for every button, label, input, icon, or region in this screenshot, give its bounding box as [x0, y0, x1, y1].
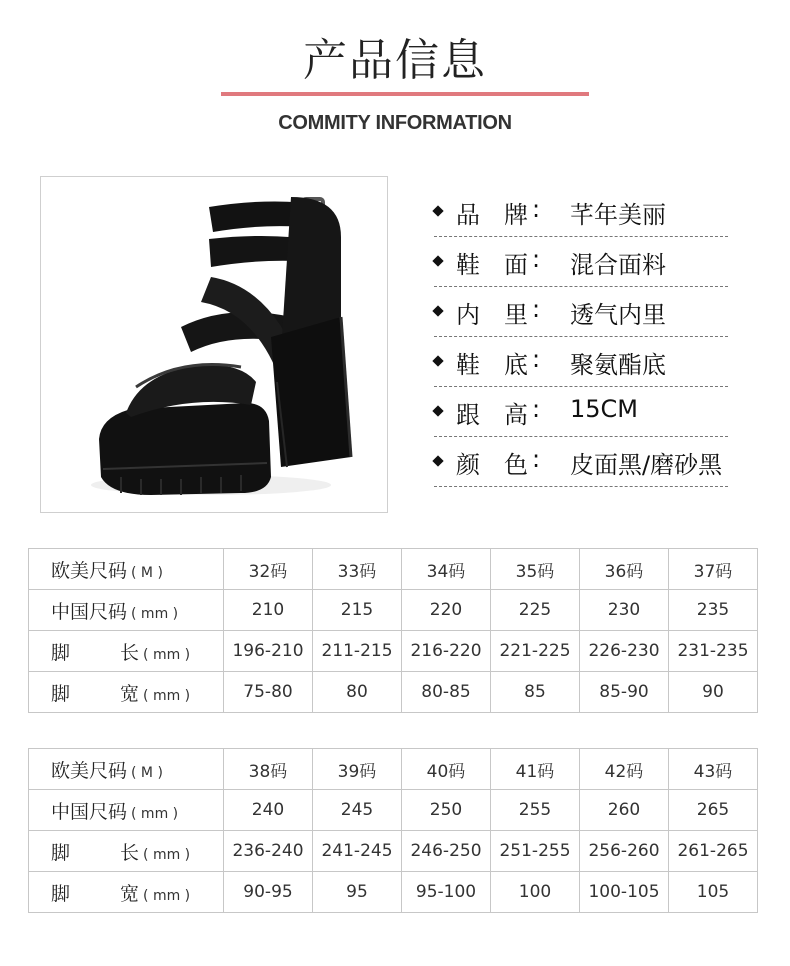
- spec-colon: :: [532, 295, 541, 323]
- cell-cn: 245: [313, 790, 402, 831]
- row-label-eu-size: [29, 549, 224, 590]
- page-subtitle: COMMITY INFORMATION: [278, 112, 512, 134]
- spec-key-char2: 牌: [504, 201, 528, 229]
- label-text: 中国尺码: [51, 800, 128, 823]
- label-unit: ( mm ): [143, 846, 191, 863]
- label-unit: ( mm ): [143, 887, 191, 904]
- spec-row-heel-height: [434, 387, 728, 437]
- cell-width: 100: [491, 872, 580, 913]
- table-row-cn-size: [29, 590, 758, 631]
- size-table-1: [28, 548, 758, 713]
- row-label-foot-length: [29, 631, 224, 672]
- table-row-cn-size: [29, 790, 758, 831]
- cell-eu: 41码: [491, 749, 580, 790]
- spec-key-char1: 鞋: [456, 251, 480, 279]
- spec-key-char2: 高: [504, 401, 528, 429]
- spec-key-char1: 鞋: [456, 351, 480, 379]
- label-text: 脚: [51, 641, 71, 664]
- diamond-bullet-icon: [432, 205, 443, 216]
- cell-length: 246-250: [402, 831, 491, 872]
- row-label-foot-length: [29, 831, 224, 872]
- table-row-foot-length: [29, 631, 758, 672]
- table-row-foot-length: [29, 831, 758, 872]
- cell-width: 85: [491, 672, 580, 713]
- cell-width: 95-100: [402, 872, 491, 913]
- spec-key-char1: 品: [456, 201, 480, 229]
- cell-width: 75-80: [224, 672, 313, 713]
- row-label-foot-width: [29, 872, 224, 913]
- label-text: 宽: [120, 882, 140, 905]
- spec-colon: :: [532, 195, 541, 223]
- label-unit: ( mm ): [131, 805, 179, 822]
- cell-length: 256-260: [580, 831, 669, 872]
- spec-value: 15CM: [570, 395, 639, 423]
- cell-cn: 225: [491, 590, 580, 631]
- size-table-2: [28, 748, 758, 913]
- cell-width: 90-95: [224, 872, 313, 913]
- row-label-foot-width: [29, 672, 224, 713]
- label-text: 欧美尺码: [51, 759, 128, 782]
- label-text: 中国尺码: [51, 600, 128, 623]
- spec-key-char2: 底: [504, 351, 528, 379]
- label-text: 宽: [120, 682, 140, 705]
- page-title: 产品信息: [303, 35, 487, 86]
- cell-eu: 39码: [313, 749, 402, 790]
- label-unit: ( M ): [131, 564, 163, 581]
- cell-cn: 235: [669, 590, 758, 631]
- row-label-eu-size: [29, 749, 224, 790]
- row-label-cn-size: [29, 590, 224, 631]
- cell-eu: 32码: [224, 549, 313, 590]
- cell-length: 216-220: [402, 631, 491, 672]
- cell-length: 261-265: [669, 831, 758, 872]
- spec-value: 芊年美丽: [570, 201, 666, 229]
- title-divider: [221, 92, 589, 96]
- cell-cn: 260: [580, 790, 669, 831]
- cell-eu: 34码: [402, 549, 491, 590]
- cell-cn: 240: [224, 790, 313, 831]
- cell-width: 100-105: [580, 872, 669, 913]
- cell-eu: 40码: [402, 749, 491, 790]
- cell-width: 85-90: [580, 672, 669, 713]
- cell-length: 221-225: [491, 631, 580, 672]
- row-label-cn-size: [29, 790, 224, 831]
- spec-colon: :: [532, 445, 541, 473]
- cell-eu: 42码: [580, 749, 669, 790]
- cell-length: 231-235: [669, 631, 758, 672]
- cell-eu: 43码: [669, 749, 758, 790]
- cell-eu: 35码: [491, 549, 580, 590]
- label-text: 欧美尺码: [51, 559, 128, 582]
- diamond-bullet-icon: [432, 255, 443, 266]
- spec-row-lining: [434, 287, 728, 337]
- cell-width: 80-85: [402, 672, 491, 713]
- cell-length: 236-240: [224, 831, 313, 872]
- sandal-illustration: [41, 177, 387, 512]
- spec-colon: :: [532, 245, 541, 273]
- spec-value: 聚氨酯底: [570, 351, 666, 379]
- cell-cn: 210: [224, 590, 313, 631]
- label-text: 长: [120, 641, 140, 664]
- spec-row-color: [434, 437, 728, 487]
- diamond-bullet-icon: [432, 305, 443, 316]
- spec-value: 混合面料: [570, 251, 666, 279]
- cell-cn: 215: [313, 590, 402, 631]
- cell-eu: 36码: [580, 549, 669, 590]
- diamond-bullet-icon: [432, 455, 443, 466]
- spec-key-char1: 内: [456, 301, 480, 329]
- table-row-foot-width: [29, 672, 758, 713]
- spec-key-char1: 颜: [456, 451, 480, 479]
- cell-length: 211-215: [313, 631, 402, 672]
- spec-row-brand: [434, 187, 728, 237]
- cell-cn: 265: [669, 790, 758, 831]
- cell-eu: 38码: [224, 749, 313, 790]
- spec-colon: :: [532, 395, 541, 423]
- cell-width: 105: [669, 872, 758, 913]
- cell-eu: 33码: [313, 549, 402, 590]
- label-unit: ( mm ): [131, 605, 179, 622]
- spec-value: 透气内里: [570, 301, 666, 329]
- cell-width: 95: [313, 872, 402, 913]
- label-text: 脚: [51, 682, 71, 705]
- spec-key-char1: 跟: [456, 401, 480, 429]
- cell-cn: 250: [402, 790, 491, 831]
- label-text: 脚: [51, 841, 71, 864]
- spec-key-char2: 面: [504, 251, 528, 279]
- cell-length: 241-245: [313, 831, 402, 872]
- table-row-eu-size: [29, 749, 758, 790]
- cell-cn: 220: [402, 590, 491, 631]
- cell-length: 226-230: [580, 631, 669, 672]
- cell-length: 251-255: [491, 831, 580, 872]
- label-text: 脚: [51, 882, 71, 905]
- cell-cn: 230: [580, 590, 669, 631]
- diamond-bullet-icon: [432, 355, 443, 366]
- spec-key-char2: 里: [504, 301, 528, 329]
- spec-row-sole: [434, 337, 728, 387]
- label-unit: ( mm ): [143, 646, 191, 663]
- table-row-eu-size: [29, 549, 758, 590]
- product-photo: [40, 176, 388, 513]
- spec-list: [434, 187, 728, 487]
- label-unit: ( mm ): [143, 687, 191, 704]
- label-unit: ( M ): [131, 764, 163, 781]
- diamond-bullet-icon: [432, 405, 443, 416]
- cell-length: 196-210: [224, 631, 313, 672]
- spec-value: 皮面黑/磨砂黑: [570, 451, 723, 479]
- cell-cn: 255: [491, 790, 580, 831]
- cell-width: 80: [313, 672, 402, 713]
- label-text: 长: [120, 841, 140, 864]
- spec-row-upper: [434, 237, 728, 287]
- spec-key-char2: 色: [504, 451, 528, 479]
- spec-colon: :: [532, 345, 541, 373]
- table-row-foot-width: [29, 872, 758, 913]
- cell-width: 90: [669, 672, 758, 713]
- cell-eu: 37码: [669, 549, 758, 590]
